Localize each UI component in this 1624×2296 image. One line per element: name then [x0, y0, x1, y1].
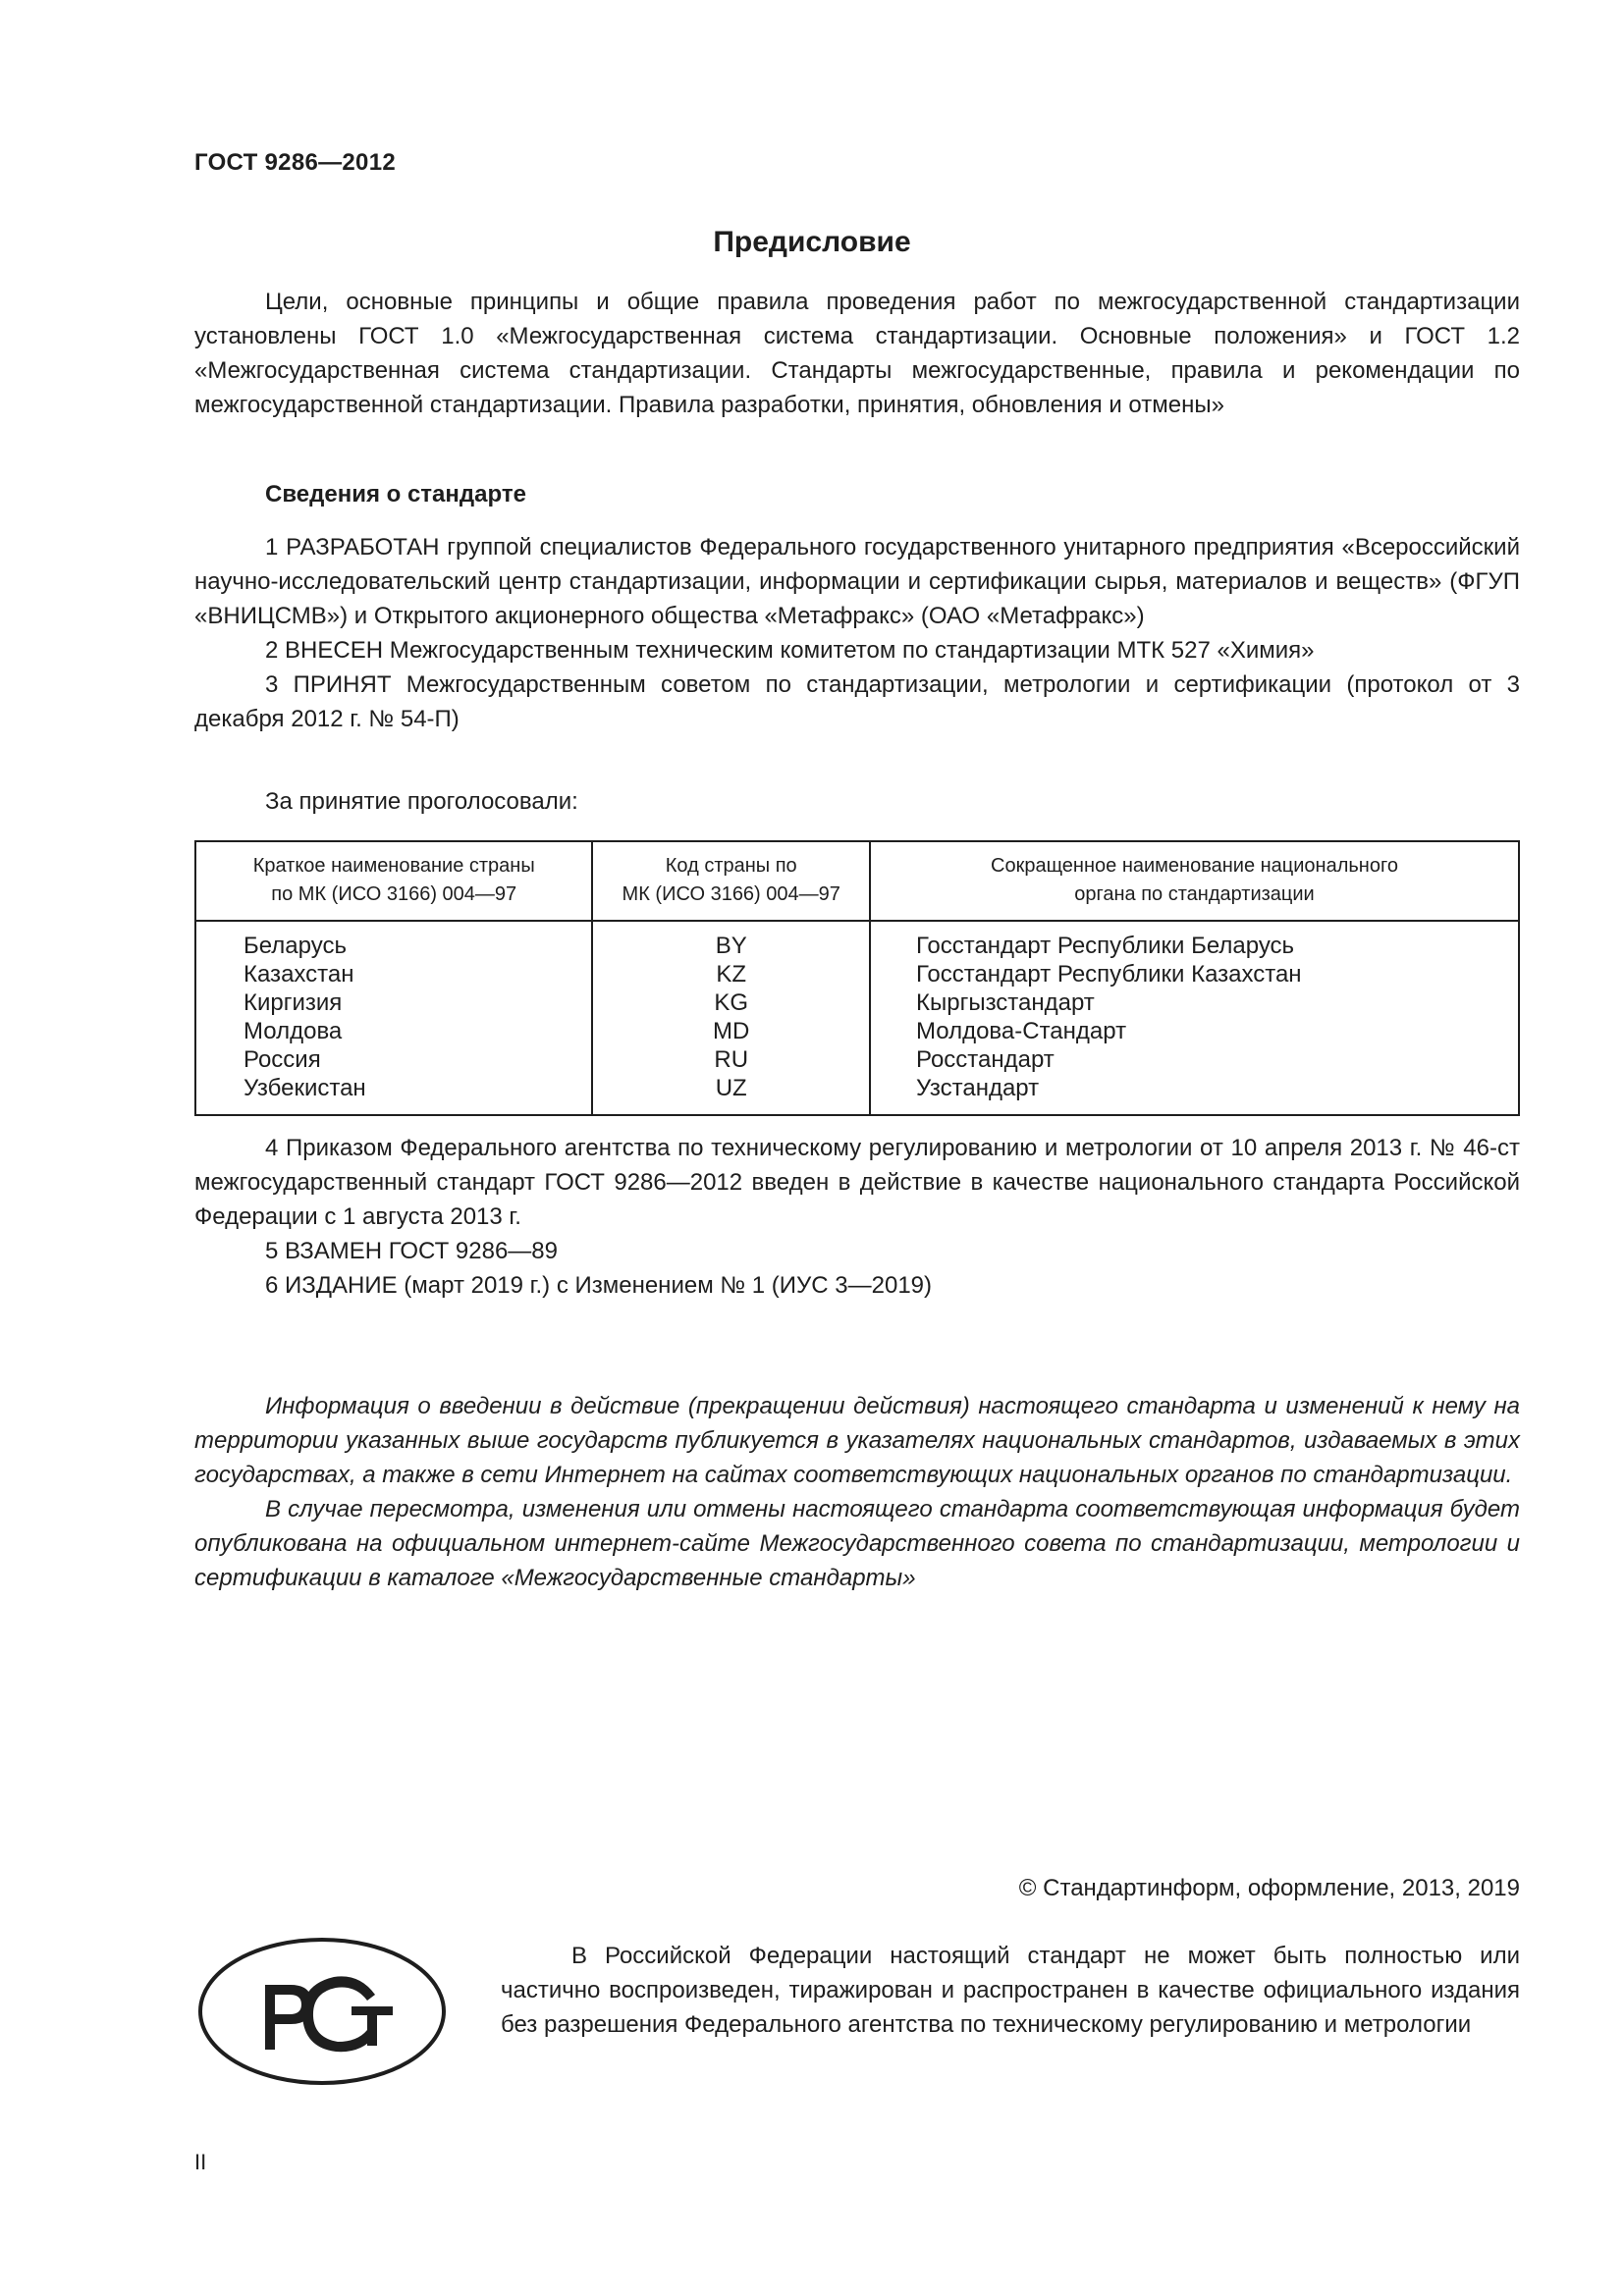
country-name: Молдова [244, 1018, 343, 1044]
foreword-paragraph: Цели, основные принципы и общие правила проведения работ по межгосударственной стандартизации установлены ГОСТ 1.0 «Межгосударственная система стандартизации. Основные положения» и ГОСТ 1.2 «Межгосударственная система стандартизации. Стандарты межгосударственные, правила и рекомендации по межгосударственной стандартизации. Правила разработки, принятия, обновления и отмены» [194, 289, 1520, 418]
standard-info-items-continued [194, 1131, 1520, 1303]
country-name: Беларусь [244, 933, 347, 959]
standards-body: Молдова-Стандарт [915, 1018, 1127, 1044]
item-adopted: 3 ПРИНЯТ Межгосударственным советом по стандартизации, метрологии и сертификации (протокол от 3 декабря 2012 г. № 54-П) [194, 671, 1520, 732]
page-number: II [194, 2150, 207, 2174]
standard-info-items [194, 530, 1520, 736]
info-notes [194, 1389, 1520, 1595]
voting-countries-table [194, 840, 1520, 1116]
item-replaces: 5 ВЗАМЕН ГОСТ 9286—89 [265, 1238, 558, 1264]
rst-certification-mark-icon [194, 1934, 450, 2089]
item-introduced: 2 ВНЕСЕН Межгосударственным техническим комитетом по стандартизации МТК 527 «Химия» [265, 637, 1315, 664]
voted-label: За принятие проголосовали: [265, 788, 578, 815]
country-name: Киргизия [244, 989, 343, 1016]
reproduction-notice-text: В Российской Федерации настоящий стандарт не может быть полностью или частично воспроизведен, тиражирован и распространен в качестве официального издания без разрешения Федерального агентства по техническому регулированию и метрологии [501, 1943, 1520, 2038]
document-code: ГОСТ 9286—2012 [194, 149, 397, 176]
standards-body: Госстандарт Республики Беларусь [915, 933, 1295, 959]
country-name-column [195, 922, 592, 1115]
item-enacted: 4 Приказом Федерального агентства по техническому регулированию и метрологии от 10 апреля 2013 г. № 46-ст межгосударственный стандарт ГОСТ 9286—2012 введен в действие в качестве национального стандарта Российской Федерации с 1 августа 2013 г. [194, 1135, 1520, 1230]
country-name: Россия [244, 1046, 321, 1073]
standards-body: Узстандарт [915, 1075, 1040, 1101]
table-body-row [195, 922, 1519, 1115]
country-code-column [592, 922, 870, 1115]
country-name: Казахстан [244, 961, 354, 988]
note-revision: В случае пересмотра, изменения или отмены настоящего стандарта соответствующая информация будет опубликована на официальном интернет-сайте Межгосударственного совета по стандартизации, метрологии и сертификации в каталоге «Межгосударственные стандарты» [194, 1496, 1520, 1591]
reproduction-notice [501, 1939, 1520, 2042]
header-country-code: Код страны по МК (ИСО 3166) 004—97 [592, 841, 870, 921]
standard-info-heading: Сведения о стандарте [265, 481, 526, 507]
standards-body: Кыргызстандарт [915, 989, 1095, 1016]
page-title: Предисловие [713, 226, 911, 258]
item-developed: 1 РАЗРАБОТАН группой специалистов Федерального государственного унитарного предприятия «Всероссийский научно-исследовательский центр стандартизации, информации и сертификации сырья, материалов и веществ» (ФГУП «ВНИЦСМВ») и Открытого акционерного общества «Метафракс» (ОАО «Метафракс») [194, 534, 1520, 629]
note-publication: Информация о введении в действие (прекращении действия) настоящего стандарта и изменений к нему на территории указанных выше государств публикуется в указателях национальных стандартов, издаваемых в этих государствах, а также в сети Интернет на сайтах соответствующих национальных органов по стандартизации. [194, 1393, 1520, 1488]
country-code: KG [714, 989, 749, 1016]
standards-body: Росстандарт [915, 1046, 1055, 1073]
country-code: MD [713, 1018, 750, 1044]
country-code: KZ [716, 961, 747, 988]
foreword-section [194, 285, 1520, 422]
country-code: BY [715, 933, 747, 959]
standards-body: Госстандарт Республики Казахстан [915, 961, 1302, 988]
standards-body-column [870, 922, 1519, 1115]
header-standards-body: Сокращенное наименование национального органа по стандартизации [870, 841, 1519, 921]
country-name: Узбекистан [244, 1075, 366, 1101]
country-code: RU [714, 1046, 749, 1073]
item-edition: 6 ИЗДАНИЕ (март 2019 г.) с Изменением № 1 (ИУС 3—2019) [265, 1272, 933, 1299]
copyright-line: © Стандартинформ, оформление, 2013, 2019 [1018, 1875, 1520, 1901]
country-code: UZ [715, 1075, 747, 1101]
header-country-name: Краткое наименование страны по МК (ИСО 3166) 004—97 [195, 841, 592, 921]
